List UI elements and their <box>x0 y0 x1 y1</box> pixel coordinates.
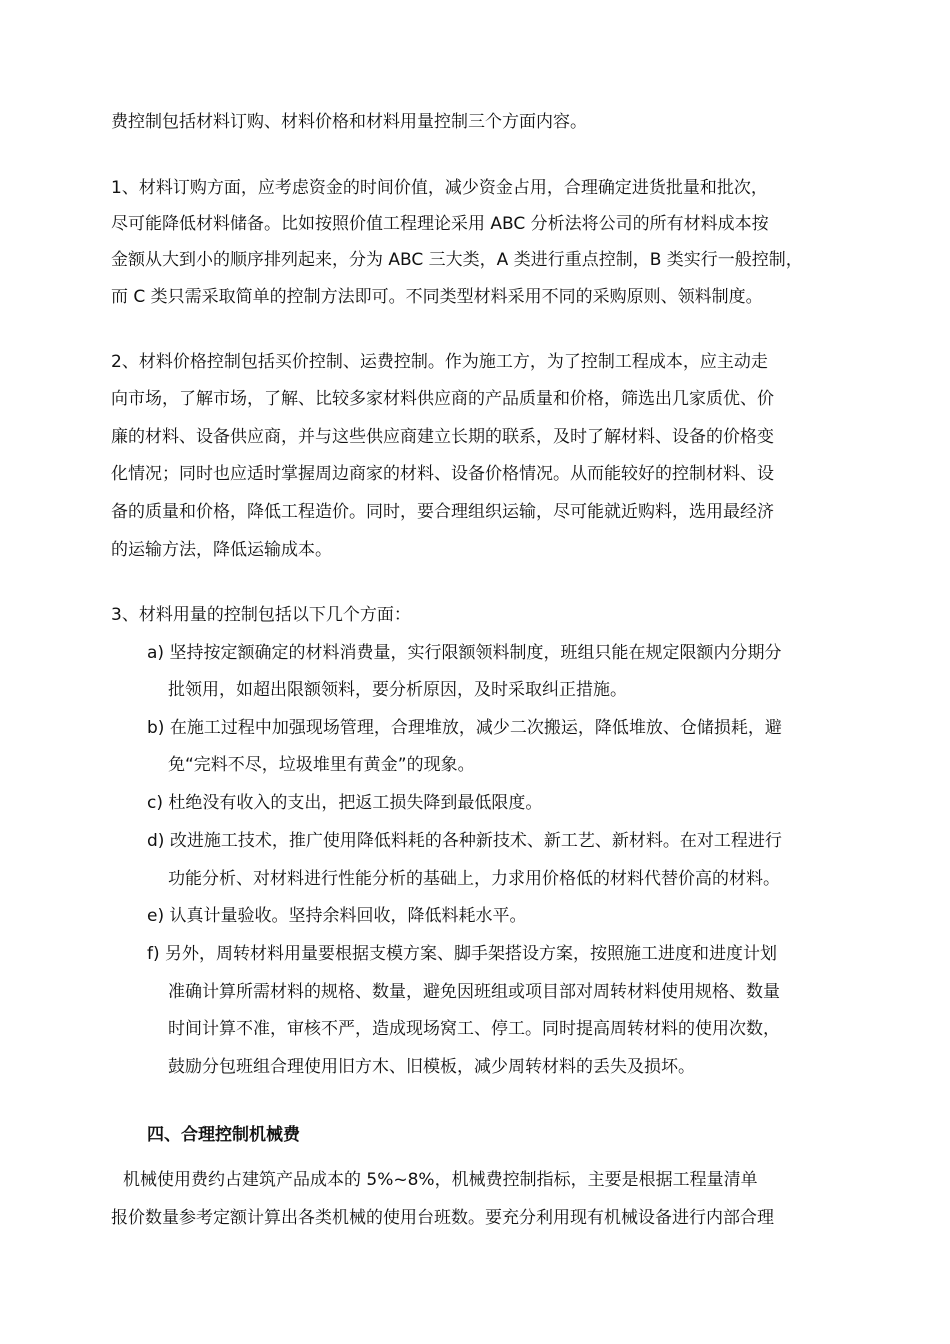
section-4-line: 报价数量参考定额计算出各类机械的使用台班数。要充分利用现有机械设备进行内部合理 <box>111 1208 774 1228</box>
list-item-f-line: 时间计算不准，审核不严，造成现场窝工、停工。同时提高周转材料的使用次数， <box>168 1019 780 1039</box>
list-item-b-line: 免“完料不尽，垃圾堆里有黄金”的现象。 <box>168 755 475 775</box>
list-item-f-line: 准确计算所需材料的规格、数量，避免因班组或项目部对周转材料使用规格、数量 <box>168 982 780 1002</box>
list-item-d-line: d) 改进施工技术，推广使用降低料耗的各种新技术、新工艺、新材料。在对工程进行 <box>147 831 782 851</box>
paragraph-2-line: 廉的材料、设备供应商，并与这些供应商建立长期的联系，及时了解材料、设备的价格变 <box>111 427 774 447</box>
list-item-f-line: f) 另外，周转材料用量要根据支模方案、脚手架搭设方案，按照施工进度和进度计划 <box>147 944 778 964</box>
paragraph-2-line: 2、材料价格控制包括买价控制、运费控制。作为施工方，为了控制工程成本，应主动走 <box>111 352 768 372</box>
intro-line: 费控制包括材料订购、材料价格和材料用量控制三个方面内容。 <box>111 112 587 132</box>
paragraph-2-line: 备的质量和价格，降低工程造价。同时，要合理组织运输，尽可能就近购料，选用最经济 <box>111 502 774 522</box>
paragraph-2-line: 化情况；同时也应适时掌握周边商家的材料、设备价格情况。从而能较好的控制材料、设 <box>111 464 774 484</box>
list-item-a-line: a) 坚持按定额确定的材料消费量，实行限额领料制度，班组只能在规定限额内分期分 <box>147 643 782 663</box>
list-item-b-line: b) 在施工过程中加强现场管理，合理堆放，减少二次搬运，降低堆放、仓储损耗，避 <box>147 718 782 738</box>
paragraph-1-line: 而 C 类只需采取简单的控制方法即可。不同类型材料采用不同的采购原则、领料制度。 <box>111 287 763 307</box>
paragraph-2-line: 的运输方法，降低运输成本。 <box>111 540 332 560</box>
list-item-c-line: c) 杜绝没有收入的支出，把返工损失降到最低限度。 <box>147 793 543 813</box>
section-4-line: 机械使用费约占建筑产品成本的 5%~8%，机械费控制指标，主要是根据工程量清单 <box>123 1170 758 1190</box>
list-item-f-line: 鼓励分包班组合理使用旧方木、旧模板，减少周转材料的丢失及损坏。 <box>168 1057 695 1077</box>
list-item-e-line: e) 认真计量验收。坚持余料回收，降低料耗水平。 <box>147 906 527 926</box>
section-heading: 四、合理控制机械费 <box>147 1125 300 1145</box>
paragraph-1-line: 金额从大到小的顺序排列起来，分为 ABC 三大类，A 类进行重点控制，B 类实行一般控制， <box>111 250 803 270</box>
paragraph-3-line: 3、材料用量的控制包括以下几个方面： <box>111 605 411 625</box>
paragraph-2-line: 向市场，了解市场，了解、比较多家材料供应商的产品质量和价格，筛选出几家质优、价 <box>111 389 774 409</box>
list-item-d-line: 功能分析、对材料进行性能分析的基础上，力求用价格低的材料代替价高的材料。 <box>168 869 780 889</box>
paragraph-1-line: 尽可能降低材料储备。比如按照价值工程理论采用 ABC 分析法将公司的所有材料成本按 <box>111 214 769 234</box>
paragraph-1-line: 1、材料订购方面，应考虑资金的时间价值，减少资金占用，合理确定进货批量和批次， <box>111 178 768 198</box>
list-item-a-line: 批领用，如超出限额领料，要分析原因，及时采取纠正措施。 <box>168 680 627 700</box>
